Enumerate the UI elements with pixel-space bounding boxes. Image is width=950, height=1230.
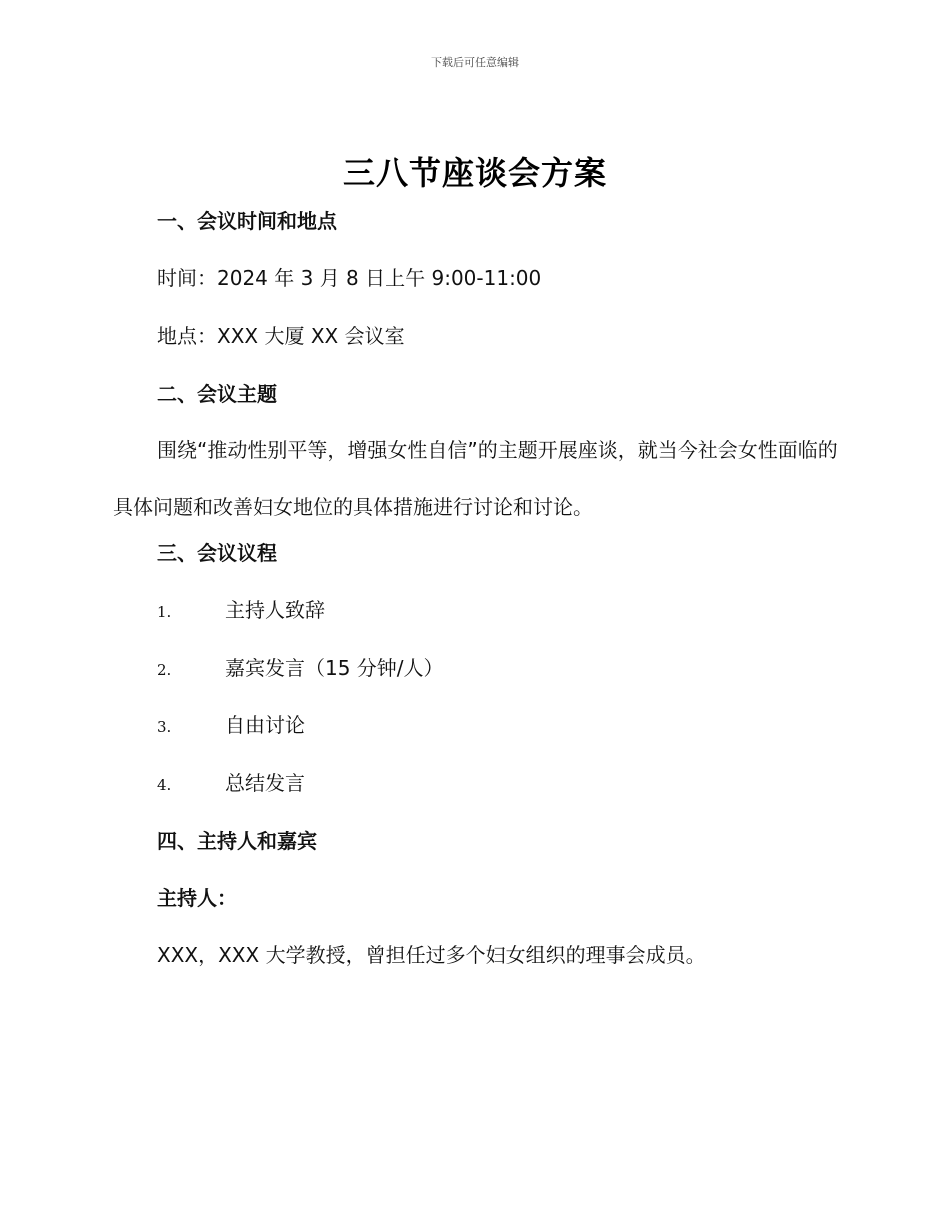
meeting-place: 地点：XXX 大厦 XX 会议室: [157, 324, 405, 348]
section-heading-hosts-guests: 四、主持人和嘉宾: [157, 829, 317, 853]
document-title: 三八节座谈会方案: [342, 154, 607, 192]
agenda-item-number: 3.: [157, 718, 172, 736]
section-heading-theme: 二、会议主题: [157, 382, 277, 406]
agenda-item: [157, 713, 305, 739]
agenda-item: [157, 598, 325, 624]
agenda-item: [157, 656, 444, 682]
header-note: 下载后可任意编辑: [431, 56, 519, 69]
agenda-item: [157, 771, 305, 797]
agenda-item-text: 主持人致辞: [225, 598, 325, 622]
agenda-item-text: 自由讨论: [225, 713, 305, 737]
agenda-item-text: 嘉宾发言（15 分钟/人）: [225, 656, 444, 680]
agenda-item-number: 4.: [157, 776, 172, 794]
host-description: XXX，XXX 大学教授，曾担任过多个妇女组织的理事会成员。: [157, 943, 706, 967]
host-label: 主持人：: [157, 886, 237, 910]
section-heading-time-place: 一、会议时间和地点: [157, 209, 337, 233]
theme-paragraph: 围绕“推动性别平等，增强女性自信”的主题开展座谈，就当今社会女性面临的具体问题和改善妇女地位的具体措施进行讨论和讨论。: [113, 438, 838, 519]
agenda-item-text: 总结发言: [225, 771, 305, 795]
agenda-item-number: 1.: [157, 603, 172, 621]
agenda-item-number: 2.: [157, 661, 172, 679]
section-heading-agenda: 三、会议议程: [157, 541, 277, 565]
meeting-time: 时间：2024 年 3 月 8 日上午 9:00-11:00: [157, 266, 542, 290]
